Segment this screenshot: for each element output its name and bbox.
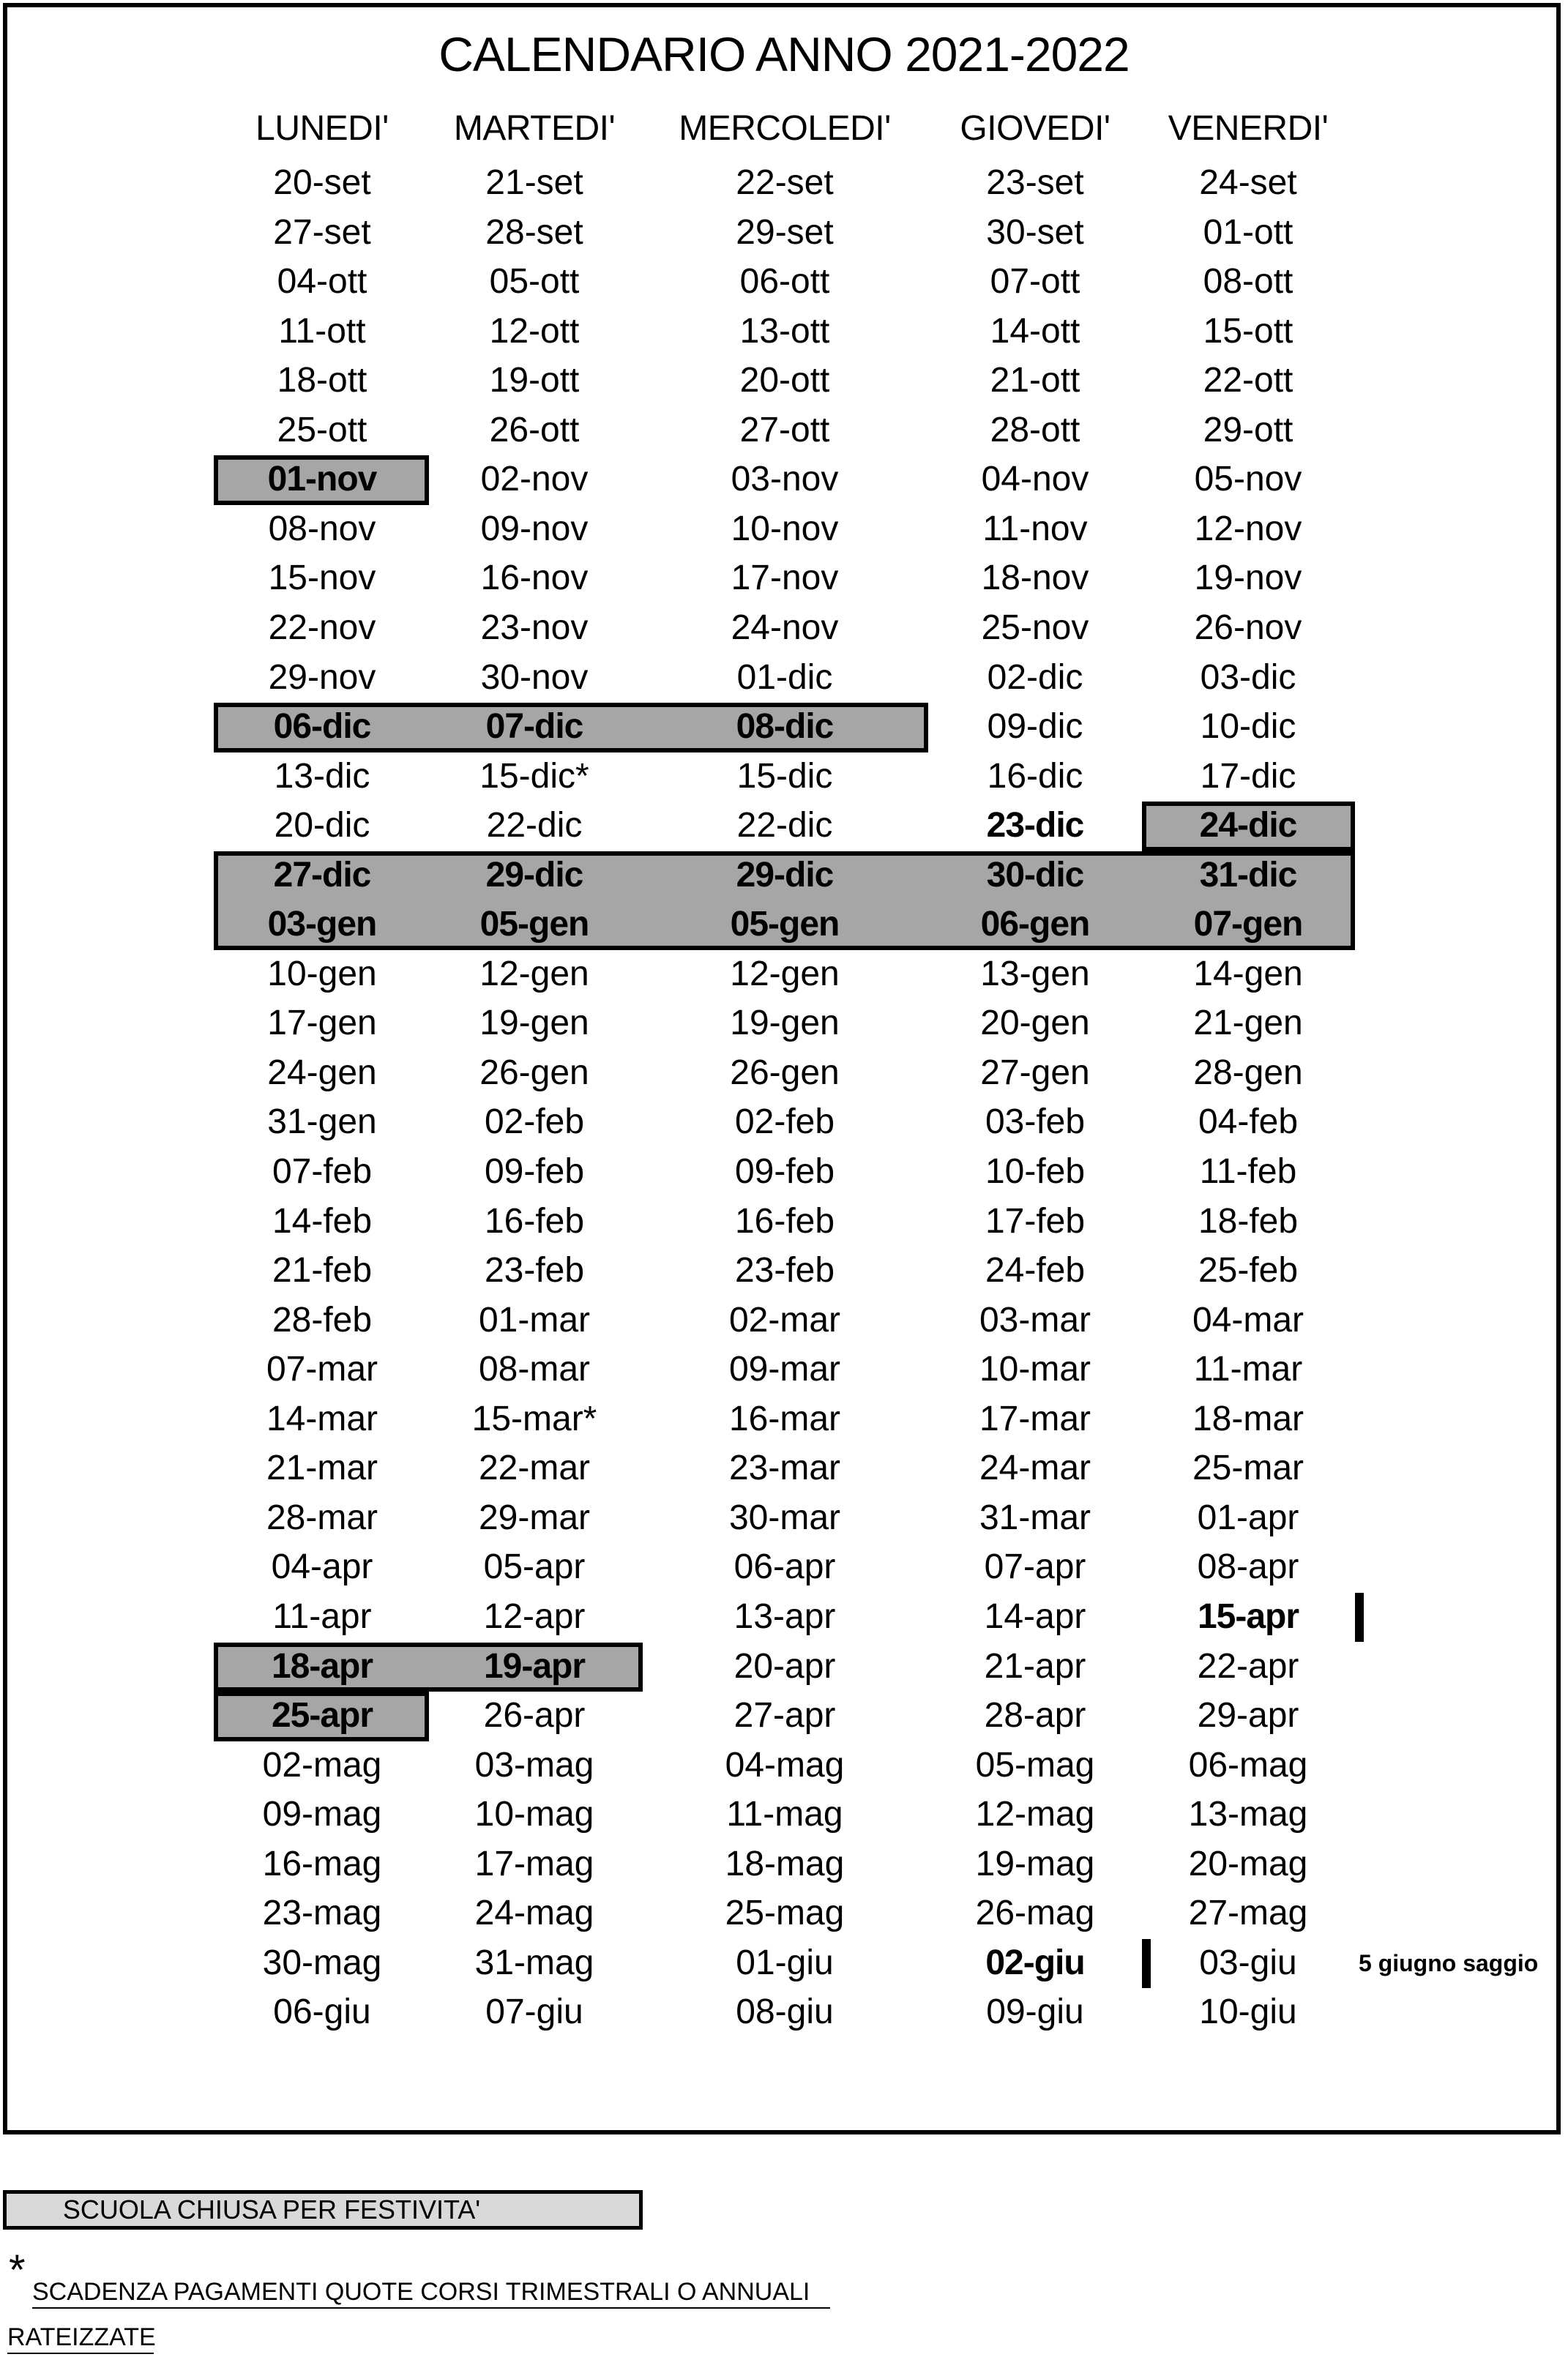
date-cell: 10-mag [474, 1795, 594, 1834]
date-cell: 22-nov [268, 608, 376, 647]
date-cell: 30-set [986, 212, 1084, 252]
date-cell: 28-gen [1193, 1053, 1303, 1092]
date-cell: 25-nov [981, 608, 1089, 647]
date-cell: 24-mag [474, 1894, 594, 1933]
date-cell: 06-mag [1188, 1745, 1308, 1785]
holiday-date-cell: 08-dic [736, 707, 834, 747]
holiday-date-cell: 05-gen [479, 905, 589, 944]
date-cell: 21-feb [272, 1251, 373, 1290]
date-cell: 14-feb [272, 1201, 373, 1241]
legend-holiday-label: SCUOLA CHIUSA PER FESTIVITA' [62, 2194, 481, 2225]
date-cell: 08-giu [736, 1992, 834, 2032]
date-cell: 02-feb [484, 1102, 585, 1142]
date-cell: 23-mar [728, 1449, 841, 1488]
date-cell: 23-set [986, 163, 1084, 202]
date-cell: 13-mag [1188, 1795, 1308, 1834]
holiday-date-cell: 23-dic [986, 806, 1084, 845]
date-cell: 05-nov [1194, 460, 1302, 499]
date-cell: 19-gen [730, 1004, 840, 1043]
date-cell: 26-gen [479, 1053, 589, 1092]
date-cell: 27-ott [739, 410, 830, 449]
date-cell: 07-mar [266, 1350, 378, 1389]
date-cell: 13-gen [980, 954, 1090, 993]
date-cell: 28-apr [984, 1696, 1086, 1736]
date-cell: 05-ott [489, 262, 580, 302]
date-cell: 22-ott [1203, 361, 1293, 400]
date-cell: 26-gen [730, 1053, 840, 1092]
date-cell: 09-mag [262, 1795, 382, 1834]
date-cell: 16-dic [987, 756, 1083, 796]
date-cell: 30-mag [262, 1943, 382, 1982]
holiday-date-cell: 03-gen [267, 905, 377, 944]
date-cell: 26-mag [975, 1894, 1095, 1933]
date-cell: 02-dic [987, 657, 1083, 697]
date-cell: 12-apr [483, 1596, 586, 1636]
date-cell: 21-set [485, 163, 583, 202]
date-cell: 25-mag [725, 1894, 845, 1933]
date-cell: 18-mag [725, 1844, 845, 1883]
date-cell: 03-mag [474, 1745, 594, 1785]
date-cell: 19-nov [1194, 559, 1302, 598]
date-cell: 25-mar [1192, 1449, 1304, 1488]
date-cell: 24-gen [267, 1053, 377, 1092]
date-cell: 27-mag [1188, 1894, 1308, 1933]
day-header: MARTEDI' [453, 109, 616, 148]
date-cell: 11-nov [982, 509, 1088, 548]
date-cell: 11-mar [1193, 1350, 1303, 1389]
date-cell: 03-feb [985, 1102, 1086, 1142]
date-cell: 23-feb [484, 1251, 585, 1290]
date-cell: 15-nov [268, 559, 376, 598]
holiday-date-cell: 07-dic [485, 707, 583, 747]
date-cell: 15-dic* [479, 756, 589, 796]
date-cell: 09-mar [728, 1350, 841, 1389]
holiday-date-cell: 07-gen [1193, 905, 1303, 944]
date-cell: 02-mag [262, 1745, 382, 1785]
date-cell: 31-mar [979, 1498, 1091, 1537]
date-cell: 18-nov [981, 559, 1089, 598]
date-cell: 08-nov [268, 509, 376, 548]
date-cell: 11-apr [272, 1596, 372, 1636]
date-cell: 09-giu [986, 1992, 1084, 2032]
holiday-date-cell: 24-dic [1199, 806, 1297, 845]
date-cell: 02-mar [728, 1300, 841, 1340]
date-cell: 06-ott [739, 262, 830, 302]
holiday-date-cell: 05-gen [730, 905, 840, 944]
date-cell: 15-mar* [471, 1399, 597, 1438]
date-cell: 13-dic [274, 756, 370, 796]
date-cell: 18-ott [277, 361, 367, 400]
date-cell: 02-feb [734, 1102, 835, 1142]
date-cell: 04-feb [1198, 1102, 1299, 1142]
date-cell: 24-mar [979, 1449, 1091, 1488]
date-cell: 07-ott [990, 262, 1080, 302]
date-cell: 09-dic [987, 707, 1083, 747]
date-cell: 08-ott [1203, 262, 1293, 302]
date-cell: 12-nov [1194, 509, 1302, 548]
date-cell: 27-gen [980, 1053, 1090, 1092]
date-cell: 28-mar [266, 1498, 378, 1537]
date-cell: 19-mag [975, 1844, 1095, 1883]
date-cell: 12-ott [489, 311, 580, 351]
date-cell: 08-apr [1197, 1547, 1299, 1587]
date-cell: 21-mar [266, 1449, 378, 1488]
date-cell: 16-nov [480, 559, 589, 598]
date-cell: 12-gen [730, 954, 840, 993]
date-cell: 04-mag [725, 1745, 845, 1785]
date-cell: 14-apr [984, 1596, 1086, 1636]
date-cell: 07-apr [984, 1547, 1086, 1587]
date-cell: 10-mar [979, 1350, 1091, 1389]
date-cell: 04-ott [277, 262, 367, 302]
date-cell: 01-apr [1197, 1498, 1299, 1537]
date-cell: 25-ott [277, 410, 367, 449]
holiday-date-cell: 29-dic [736, 855, 834, 894]
legend-holiday-swatch [3, 2190, 643, 2230]
date-cell: 28-feb [272, 1300, 373, 1340]
date-cell: 20-gen [980, 1004, 1090, 1043]
date-cell: 10-dic [1200, 707, 1296, 747]
page-title: CALENDARIO ANNO 2021-2022 [438, 27, 1130, 81]
date-cell: 22-set [736, 163, 834, 202]
date-cell: 29-set [736, 212, 834, 252]
day-header: MERCOLEDI' [679, 109, 891, 148]
date-cell: 20-dic [274, 806, 370, 845]
date-cell: 17-nov [731, 559, 839, 598]
date-cell: 23-mag [262, 1894, 382, 1933]
date-cell: 16-mag [262, 1844, 382, 1883]
date-cell: 14-gen [1193, 954, 1303, 993]
date-cell: 17-mag [474, 1844, 594, 1883]
date-cell: 16-feb [484, 1201, 585, 1241]
date-cell: 20-set [273, 163, 371, 202]
date-cell: 28-ott [990, 410, 1080, 449]
date-cell: 22-dic [736, 806, 833, 845]
date-cell: 18-mar [1192, 1399, 1304, 1438]
date-cell: 05-mag [975, 1745, 1095, 1785]
date-cell: 30-mar [728, 1498, 841, 1537]
date-cell: 05-apr [483, 1547, 586, 1587]
date-cell: 10-feb [985, 1152, 1086, 1191]
date-cell: 03-giu [1199, 1943, 1297, 1982]
date-cell: 16-feb [734, 1201, 835, 1241]
holiday-date-cell: 19-apr [483, 1646, 586, 1686]
date-cell: 10-nov [731, 509, 839, 548]
date-cell: 20-apr [733, 1646, 836, 1686]
holiday-date-cell: 06-dic [273, 707, 371, 747]
date-cell: 01-mar [478, 1300, 591, 1340]
date-cell: 09-feb [484, 1152, 585, 1191]
date-cell: 22-dic [486, 806, 583, 845]
date-cell: 12-mag [975, 1795, 1095, 1834]
date-cell: 01-dic [736, 657, 833, 697]
date-cell: 08-mar [478, 1350, 591, 1389]
date-cell: 25-feb [1198, 1251, 1299, 1290]
date-cell: 01-ott [1203, 212, 1293, 252]
holiday-date-cell: 25-apr [271, 1696, 373, 1736]
date-cell: 27-set [273, 212, 371, 252]
date-cell: 22-apr [1197, 1646, 1299, 1686]
day-header: LUNEDI' [255, 109, 389, 148]
date-cell: 14-ott [990, 311, 1080, 351]
date-cell: 24-set [1199, 163, 1297, 202]
date-cell: 10-giu [1199, 1992, 1297, 2032]
date-cell: 26-ott [489, 410, 580, 449]
date-cell: 13-apr [733, 1596, 836, 1636]
date-cell: 24-feb [985, 1251, 1086, 1290]
date-cell: 26-nov [1194, 608, 1302, 647]
date-cell: 07-giu [485, 1992, 583, 2032]
holiday-date-cell: 29-dic [485, 855, 583, 894]
footnote-line-1: SCADENZA PAGAMENTI QUOTE CORSI TRIMESTRALI O ANNUALI [32, 2276, 830, 2309]
date-cell: 17-dic [1200, 756, 1296, 796]
date-cell: 31-mag [474, 1943, 594, 1982]
date-cell: 09-feb [734, 1152, 835, 1191]
side-note: 5 giugno saggio [1359, 1950, 1539, 1976]
date-cell: 06-giu [273, 1992, 371, 2032]
date-cell: 29-ott [1203, 410, 1293, 449]
holiday-date-cell: 01-nov [267, 460, 377, 499]
date-cell: 11-ott [278, 311, 366, 351]
date-cell: 03-nov [731, 460, 839, 499]
day-header: GIOVEDI' [960, 109, 1110, 148]
date-cell: 01-giu [736, 1943, 834, 1982]
date-cell: 21-gen [1193, 1004, 1303, 1043]
date-cell: 15-ott [1203, 311, 1293, 351]
date-cell: 29-nov [268, 657, 376, 697]
date-cell: 22-mar [478, 1449, 591, 1488]
date-cell: 29-mar [478, 1498, 591, 1537]
date-cell: 23-feb [734, 1251, 835, 1290]
date-cell: 21-apr [984, 1646, 1086, 1686]
date-cell: 27-apr [733, 1696, 836, 1736]
date-cell: 03-dic [1200, 657, 1296, 697]
date-cell: 03-mar [979, 1300, 1091, 1340]
date-cell: 28-set [485, 212, 583, 252]
holiday-date-cell: 30-dic [986, 855, 1084, 894]
holiday-date-cell: 27-dic [273, 855, 371, 894]
date-cell: 23-nov [480, 608, 589, 647]
date-cell: 09-nov [480, 509, 589, 548]
date-cell: 06-apr [733, 1547, 836, 1587]
holiday-date-cell: 06-gen [980, 905, 1090, 944]
date-cell: 07-feb [272, 1152, 373, 1191]
date-cell: 10-gen [267, 954, 377, 993]
date-cell: 20-mag [1188, 1844, 1308, 1883]
date-cell: 17-gen [267, 1004, 377, 1043]
date-cell: 16-mar [728, 1399, 841, 1438]
date-cell: 19-ott [489, 361, 580, 400]
date-cell: 29-apr [1197, 1696, 1299, 1736]
date-cell: 15-dic [736, 756, 833, 796]
date-cell: 04-nov [981, 460, 1089, 499]
date-cell: 12-gen [479, 954, 589, 993]
date-cell: 19-gen [479, 1004, 589, 1043]
date-cell: 14-mar [266, 1399, 378, 1438]
date-cell: 30-nov [480, 657, 589, 697]
day-header: VENERDI' [1168, 109, 1329, 148]
footnote-asterisk: * [9, 2246, 26, 2294]
holiday-date-cell: 02-giu [985, 1943, 1085, 1982]
date-cell: 13-ott [739, 311, 830, 351]
date-cell: 04-apr [271, 1547, 373, 1587]
footnote-line-2: RATEIZZATE [7, 2322, 154, 2354]
date-cell: 11-mag [726, 1795, 843, 1834]
date-cell: 26-apr [483, 1696, 586, 1736]
date-cell: 02-nov [480, 460, 589, 499]
date-cell: 24-nov [731, 608, 839, 647]
date-cell: 20-ott [739, 361, 830, 400]
date-cell: 31-gen [267, 1102, 377, 1142]
date-cell: 11-feb [1199, 1152, 1297, 1191]
date-cell: 18-feb [1198, 1201, 1299, 1241]
date-cell: 04-mar [1192, 1300, 1304, 1340]
holiday-date-cell: 15-apr [1197, 1596, 1299, 1636]
holiday-date-cell: 31-dic [1199, 855, 1297, 894]
date-cell: 21-ott [990, 361, 1080, 400]
date-cell: 17-feb [985, 1201, 1086, 1241]
holiday-date-cell: 18-apr [271, 1646, 373, 1686]
date-cell: 17-mar [979, 1399, 1091, 1438]
